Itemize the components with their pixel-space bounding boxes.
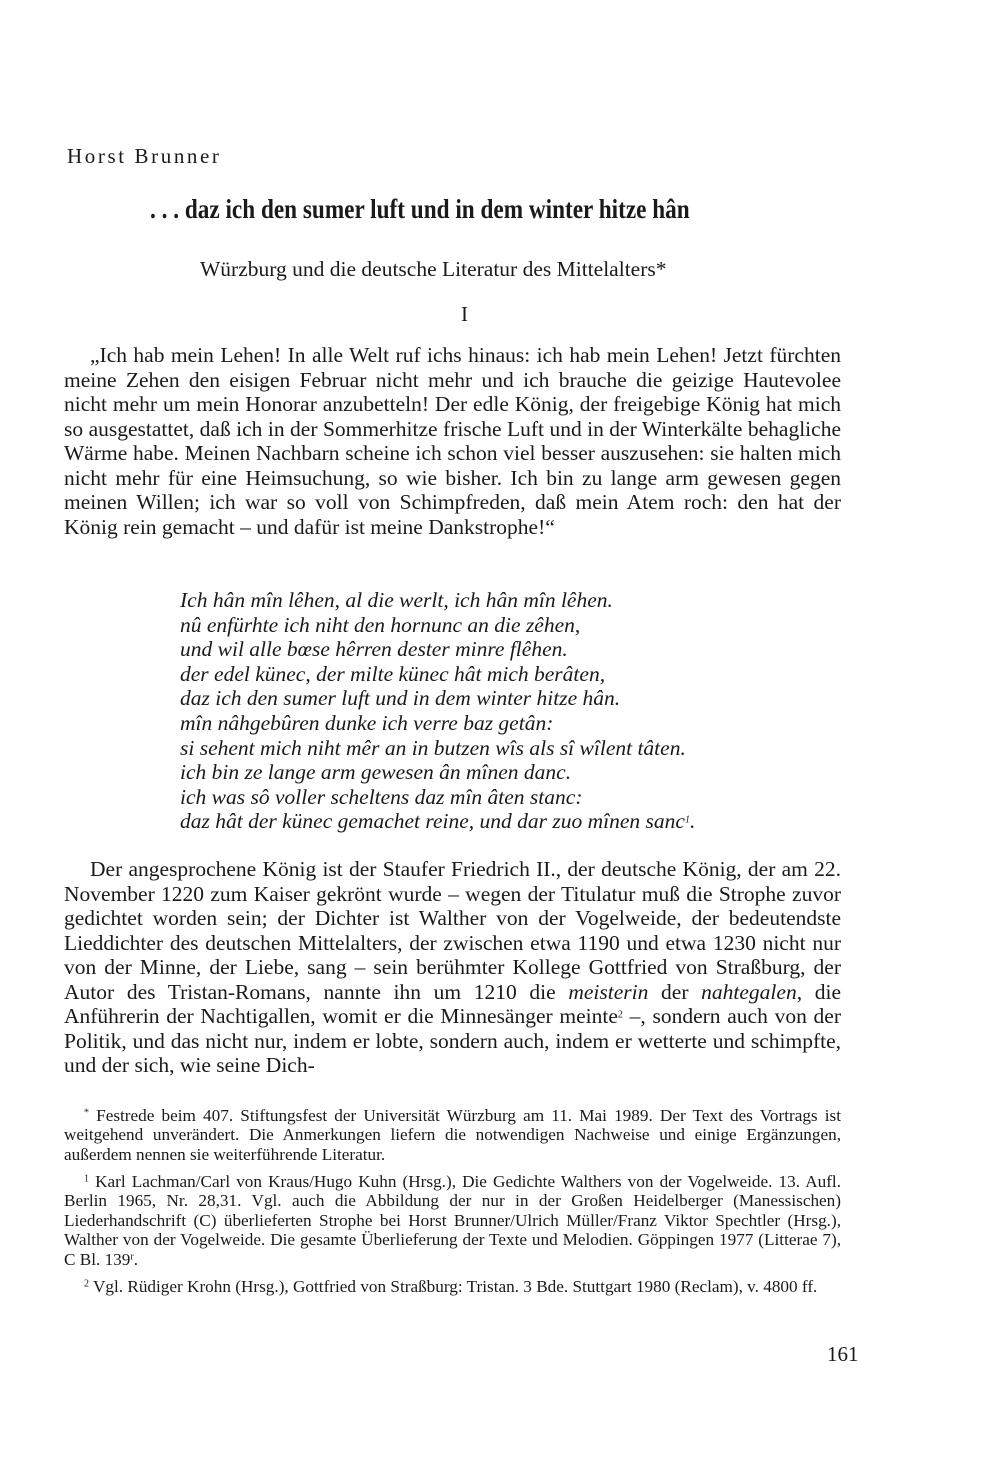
italic-term: meisterin [568,979,649,1004]
poem-line-9: ich was sô voller scheltens daz mîn âten stanc: [180,784,583,809]
poem-line-5: daz ich den sumer luft und in dem winter hitze hân. [180,686,621,711]
poem-line-2: nû enfürhte ich niht den hornunc an die zêhen, [180,612,581,637]
poem-line-1: Ich hân mîn lêhen, al die werlt, ich hân mîn lêhen. [180,588,613,612]
poem-line-7: si sehent mich niht mêr an in butzen wîs als sî wîlent tâten. [180,735,686,760]
paragraph-1: „Ich hab mein Lehen! In alle Welt ruf ichs hinaus: ich hab mein Lehen! Jetzt fürchten meine Zehen den eisigen Februar nicht mehr und ich brauche die geizige Hautevolee nicht mehr um mein Honorar anzubetteln! Der edle König, der freigebige König hat mich so ausgestattet, daß ich in der Sommerhitze frische Luft und in der Winterkälte behagliche Wärme habe. Meinen Nachbarn scheine ich schon viel besser auszusehen: sie halten mich nicht mehr für eine Heimsuchung, so wie bisher. Ich bin zu lange arm gewesen gegen meinen Willen; ich war so voll von Schimpfreden, daß mein Atem roch: den hat der König rein gemacht – und dafür ist meine Dankstrophe!“ [64,343,841,539]
poem-line-6: mîn nâhgebûren dunke ich verre baz getân: [180,710,554,735]
poem-line-3: und wil alle bœse hêrren dester minre flêhen. [180,637,568,662]
page-number: 161 [827,1342,859,1366]
footnote-1: $^1$ Karl Lachman/Carl von Kraus/Hugo Kuhn (Hrsg.), Die Gedichte Walthers von der Vogelweide. 13. Aufl. Berlin 1965, Nr. 28,31. Vgl. auch die Abbildung der nur in der Großen Heidelberger (Manessischen) Liederhandschrift (C) überlieferten Strophe bei Horst Brunner/Ulrich Müller/Franz Viktor Spechtler (Hrsg.), Walther von der Vogelweide. Die gesamte Überlieferung der Texte und Melodien. Göppingen 1977 (Litterae 7), C Bl. 139$^r$. [64,1172,842,1269]
paragraph-2: Der angesprochene König ist der Staufer Friedrich II., der deutsche König, der am 22. November 1220 zum Kaiser gekrönt wurde – wegen der Titulatur muß die Strophe zuvor gedichtet worden sein; der Dichter ist Walther von der Vogelweide, der bedeutendste Lieddichter des deutschen Mittelalters, der zwischen etwa 1190 und etwa 1230 nicht nur von der Minne, der Liebe, sang – sein berühmter Kollege Gottfried von Straßburg, der Autor des Tristan-Romans, nannte ihn um 1210 die meisterin der nahtegalen, die Anführerin der Nachtigallen, womit er die Minnesänger meinte$^2$ –, sondern auch von der Politik, und das nicht nur, indem er lobte, sondern auch, indem er wetterte und schimpfte, und der sich, wie seine Dich- [64,857,841,1077]
article-title: . . . daz ich den sumer luft und in dem winter hitze hân [150,194,690,224]
poem-line-8: ich bin ze lange arm gewesen ân mînen danc. [180,760,572,785]
poem-block [180,588,695,834]
poem-line-4: der edel künec, der milte künec hât mich berâten, [180,661,606,686]
footnote-ref-2[interactable]: 2 [617,1009,623,1021]
poem-line-10: daz hât der künec gemachet reine, und dar zuo mînen sanc$^1$. [180,809,696,834]
footnote-ref-1[interactable]: 1 [684,814,690,826]
footnote-2: $^2$ Vgl. Rüdiger Krohn (Hrsg.), Gottfried von Straßburg: Tristan. 3 Bde. Stuttgart 1980 (Reclam), v. 4800 ff. [84,1277,818,1296]
italic-term: nahtegalen [701,979,797,1004]
section-number: I [461,302,468,326]
author-name: Horst Brunner [67,144,222,168]
footnote-star: * Festrede beim 407. Stiftungsfest der Universität Würzburg am 11. Mai 1989. Der Text des Vortrags ist weitgehend unverändert. Die Anmerkungen liefern die notwendigen Nachweise und einige Ergänzungen, außerdem nennen sie weiterführende Literatur. [64,1106,841,1164]
article-subtitle: Würzburg und die deutsche Literatur des Mittelalters* [200,257,667,281]
